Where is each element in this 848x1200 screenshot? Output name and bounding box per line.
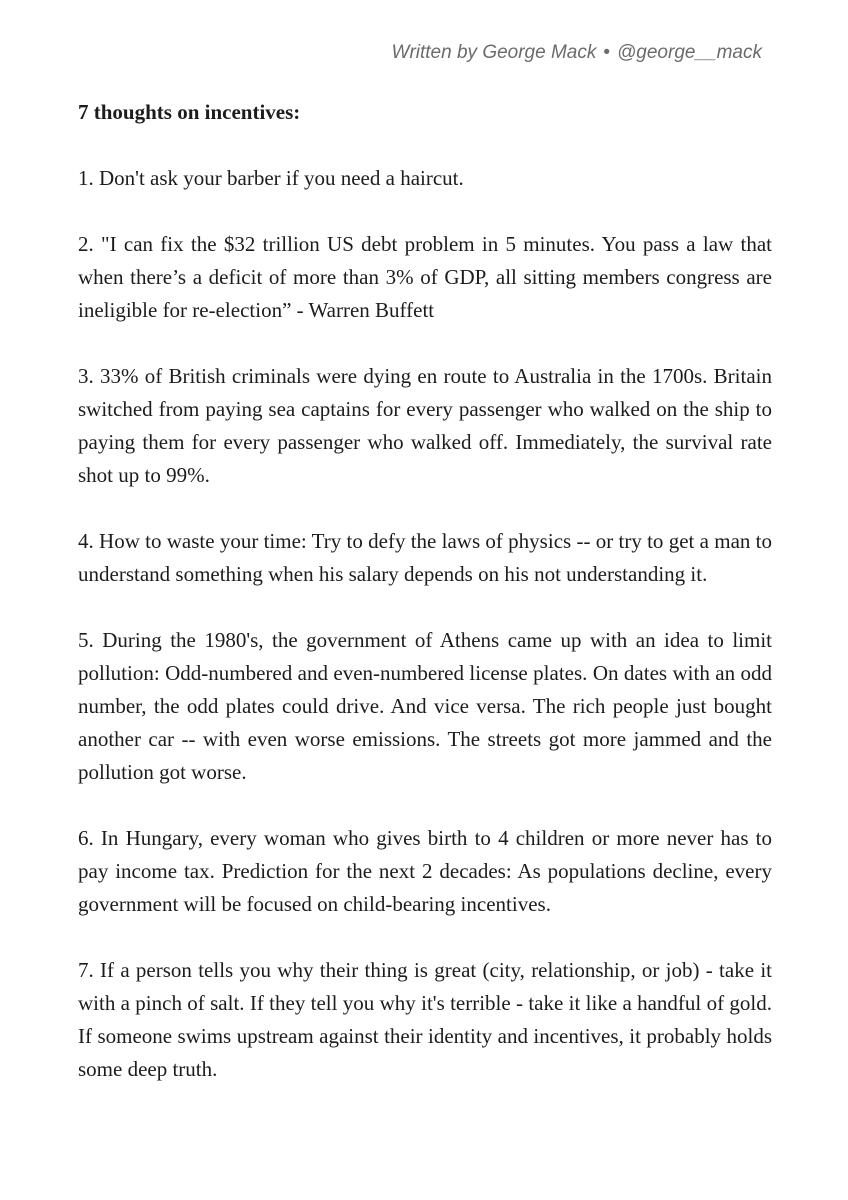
thought-2: 2. "I can fix the $32 trillion US debt problem in 5 minutes. You pass a law that when there’s a deficit of more than 3% of GDP, all sitting members congress are ineligible for re-election” - Warren Buffett	[78, 232, 772, 322]
byline-author: Written by George Mack	[391, 42, 597, 63]
article-body	[78, 96, 772, 1086]
byline	[392, 42, 762, 64]
thought-5: 5. During the 1980's, the government of Athens came up with an idea to limit pollution: Odd-numbered and even-numbered license plates. On dates with an odd number, the odd plates could drive. And vice versa. The rich people just bought another car -- with even worse emissions. The streets got more jammed and the pollution got worse.	[78, 628, 772, 784]
thought-7: 7. If a person tells you why their thing is great (city, relationship, or job) - take it with a pinch of salt. If they tell you why it's terrible - take it like a handful of gold. If someone swims upstream against their identity and incentives, it probably holds some deep truth.	[78, 958, 772, 1081]
thought-6: 6. In Hungary, every woman who gives birth to 4 children or more never has to pay income tax. Prediction for the next 2 decades: As populations decline, every government will be focused on child-bearing incentives.	[78, 826, 772, 916]
thought-1: 1. Don't ask your barber if you need a haircut.	[78, 166, 464, 190]
byline-separator: •	[603, 42, 611, 63]
article-title: 7 thoughts on incentives:	[78, 100, 301, 124]
byline-handle: @george__mack	[617, 42, 762, 63]
thought-4: 4. How to waste your time: Try to defy the laws of physics -- or try to get a man to understand something when his salary depends on his not understanding it.	[78, 529, 772, 586]
thought-3: 3. 33% of British criminals were dying en route to Australia in the 1700s. Britain switched from paying sea captains for every passenger who walked on the ship to paying them for every passenger who walked off. Immediately, the survival rate shot up to 99%.	[78, 364, 772, 487]
